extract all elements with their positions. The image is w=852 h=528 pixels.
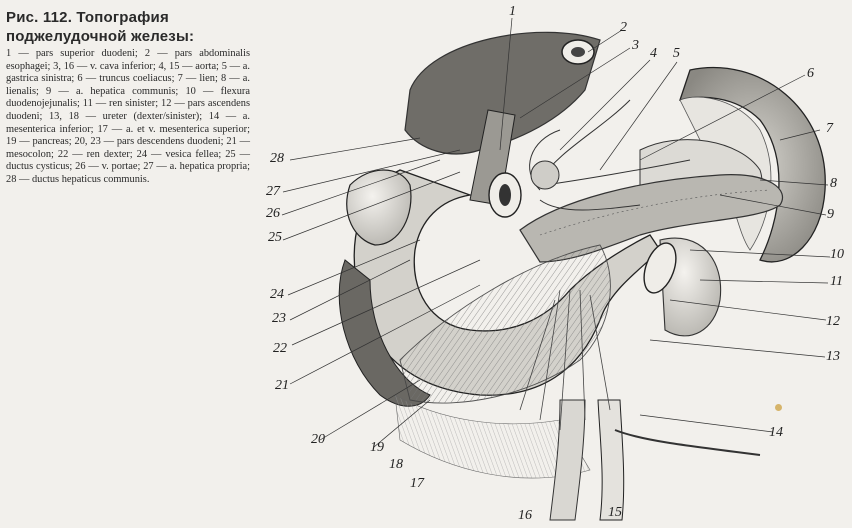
label-19: 19 (370, 440, 384, 455)
label-26: 26 (266, 206, 280, 221)
figure-caption-legend: 1 — pars superior duodeni; 2 — pars abdominalis esophagei; 3, 16 — v. cava inferior; 4, 15 — aorta; 5 — a. gastrica sinistra; 6 — truncus coeliacus; 7 — lien; 8 — a. lienalis; 9 — a. hepatica communis; 10 — flexura duodenojejunalis; 11 — ren sinister; 12 — pars ascendens duodeni; 13, 18 — ureter (dexter/sinister); 14 — a. mesenterica inferior; 17 — a. et v. mesenterica superior; 19 — pancreas; 20, 23 — pars descendens duodeni; 21 — mesocolon; 22 — ren dexter; 24 — vesica fellea; 25 — ductus cysticus; 26 — v. portae; 27 — a. hepatica propria; 28 — ductus hepaticus communis. (6, 48, 250, 185)
label-18: 18 (389, 457, 403, 472)
label-20: 20 (311, 432, 325, 447)
label-4: 4 (650, 46, 657, 61)
label-9: 9 (827, 207, 834, 222)
label-24: 24 (270, 287, 284, 302)
label-25: 25 (268, 230, 282, 245)
label-11: 11 (830, 274, 843, 289)
label-16: 16 (518, 508, 532, 523)
pancreas-topography-illustration (258, 0, 852, 528)
label-10: 10 (830, 247, 844, 262)
figure-caption-title: Рис. 112. Топография поджелудочной железы: (6, 9, 195, 45)
label-8: 8 (830, 176, 837, 191)
label-7: 7 (826, 121, 833, 136)
label-22: 22 (273, 341, 287, 356)
label-12: 12 (826, 314, 840, 329)
label-23: 23 (272, 311, 286, 326)
label-14: 14 (769, 425, 783, 440)
label-27: 27 (266, 184, 280, 199)
label-13: 13 (826, 349, 840, 364)
paper-stain (775, 404, 782, 411)
label-6: 6 (807, 66, 814, 81)
label-28: 28 (270, 151, 284, 166)
label-21: 21 (275, 378, 289, 393)
aorta-vessel (598, 400, 624, 520)
label-1: 1 (509, 4, 516, 19)
label-5: 5 (673, 46, 680, 61)
label-3: 3 (632, 38, 639, 53)
label-15: 15 (608, 505, 622, 520)
label-17: 17 (410, 476, 424, 491)
label-2: 2 (620, 20, 627, 35)
